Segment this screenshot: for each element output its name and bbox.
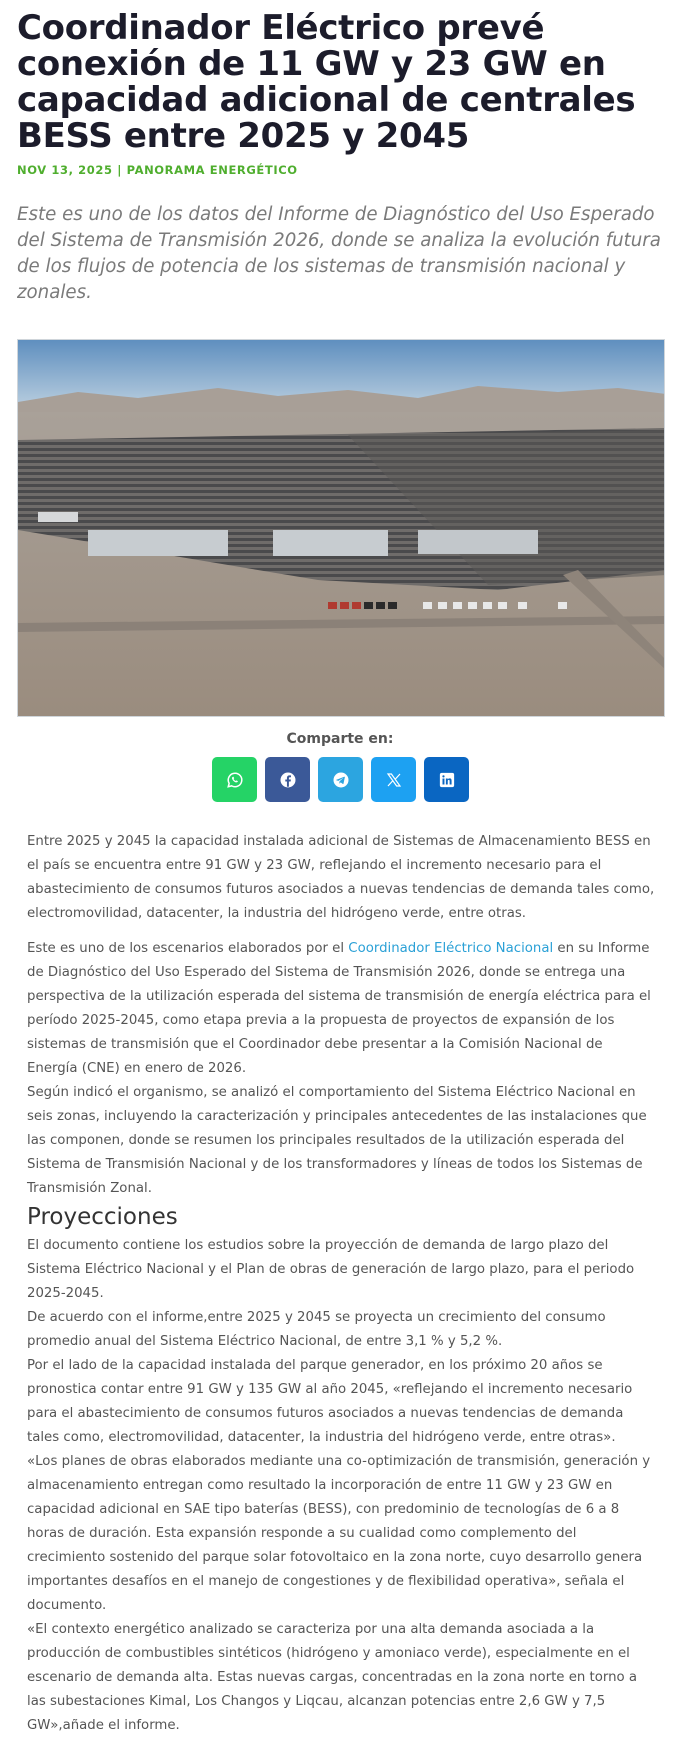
telegram-share-button[interactable] <box>318 757 363 802</box>
share-label: Comparte en: <box>286 731 394 747</box>
x-icon <box>385 771 403 789</box>
article-body <box>27 830 657 1738</box>
whatsapp-icon <box>226 771 244 789</box>
facebook-icon <box>279 771 297 789</box>
x-share-button[interactable] <box>371 757 416 802</box>
paragraph-text: Este es uno de los escenarios elaborados por el <box>27 941 349 956</box>
whatsapp-share-button[interactable] <box>212 757 257 802</box>
telegram-icon <box>332 771 350 789</box>
article-excerpt: Este es uno de los datos del Informe de Diagnóstico del Uso Esperado del Sistema de Transmisión 2026, donde se analiza la evolución futura de los flujos de potencia de los sistemas de transmisión nacional y zonales. <box>17 204 661 303</box>
paragraph: Entre 2025 y 2045 la capacidad instalada adicional de Sistemas de Almacenamiento BESS en el país se encuentra entre 91 GW y 23 GW, reflejando el incremento necesario para el abastecimiento de consumos futuros asociados a nuevas tendencias de demanda tales como, electromovilidad, datacenter, la industria del hidrógeno verde, entre otras. <box>27 834 655 921</box>
paragraph: «Los planes de obras elaborados mediante una co-optimización de transmisión, generación y almacenamiento entregan como resultado la incorporación de entre 11 GW y 23 GW en capacidad adicional en SAE tipo baterías (BESS), con predominio de tecnologías de 6 a 8 horas de duración. Esta expansión responde a su cualidad como complemento del crecimiento sostenido del parque solar fotovoltaico en la zona norte, cuyo desarrollo genera importantes desafíos en el manejo de congestiones y de flexibilidad operativa», señala el documento. <box>27 1454 651 1613</box>
article-title: Coordinador Eléctrico prevé conexión de 11 GW y 23 GW en capacidad adicional de centrales BESS entre 2025 y 2045 <box>17 8 636 156</box>
coordinador-link[interactable]: Coordinador Eléctrico Nacional <box>348 941 554 956</box>
paragraph: Según indicó el organismo, se analizó el comportamiento del Sistema Eléctrico Nacional en seis zonas, incluyendo la caracterización y principales antecedentes de las instalaciones que las componen, donde se resumen los principales resultados de la utilización esperada del Sistema de Transmisión Nacional y de los transformadores y líneas de todos los Sistemas de Transmisión Zonal. <box>27 1085 647 1196</box>
solar-bess-plant-photo <box>18 340 665 717</box>
paragraph: «El contexto energético analizado se caracteriza por una alta demanda asociada a la producción de combustibles sintéticos (hidrógeno y amoniaco verde), especialmente en el escenario de demanda alta. Estas nuevas cargas, concentradas en la zona norte en torno a las subestaciones Kimal, Los Changos y Liqcau, alcanzan potencias entre 2,6 GW y 7,5 GW»,añade el informe. <box>27 1622 638 1733</box>
category-link[interactable]: PANORAMA ENERGÉTICO <box>126 163 298 177</box>
paragraph: El documento contiene los estudios sobre la proyección de demanda de largo plazo del Sistema Eléctrico Nacional y el Plan de obras de generación de largo plazo, para el periodo 2025-2045. <box>27 1238 635 1301</box>
paragraph-text: en su Informe de Diagnóstico del Uso Esperado del Sistema de Transmisión 2026, donde se entrega una perspectiva de la utilización esperada del sistema de transmisión de energía eléctrica para el período 2025-2045, como etapa previa a la propuesta de proyectos de expansión de los sistemas de transmisión que el Coordinador debe presentar a la Comisión Nacional de Energía (CNE) en enero de 2026. <box>27 941 651 1076</box>
paragraph: Por el lado de la capacidad instalada del parque generador, en los próximo 20 años se pronostica contar entre 91 GW y 135 GW al año 2045, «reflejando el incremento necesario para el abastecimiento de consumos futuros asociados a nuevas tendencias de demanda tales como, electromovilidad, datacenter, la industria del hidrógeno verde, entre otras». <box>27 1358 633 1445</box>
meta-separator: | <box>117 163 122 177</box>
linkedin-icon <box>438 771 456 789</box>
linkedin-share-button[interactable] <box>424 757 469 802</box>
hero-image <box>17 339 665 717</box>
facebook-share-button[interactable] <box>265 757 310 802</box>
paragraph: De acuerdo con el informe,entre 2025 y 2045 se proyecta un crecimiento del consumo promedio anual del Sistema Eléctrico Nacional, de entre 3,1 % y 5,2 %. <box>27 1310 606 1349</box>
section-heading: Proyecciones <box>27 1204 178 1230</box>
article-date: NOV 13, 2025 <box>17 163 113 177</box>
paragraph <box>27 937 657 1081</box>
article-meta <box>17 163 298 177</box>
